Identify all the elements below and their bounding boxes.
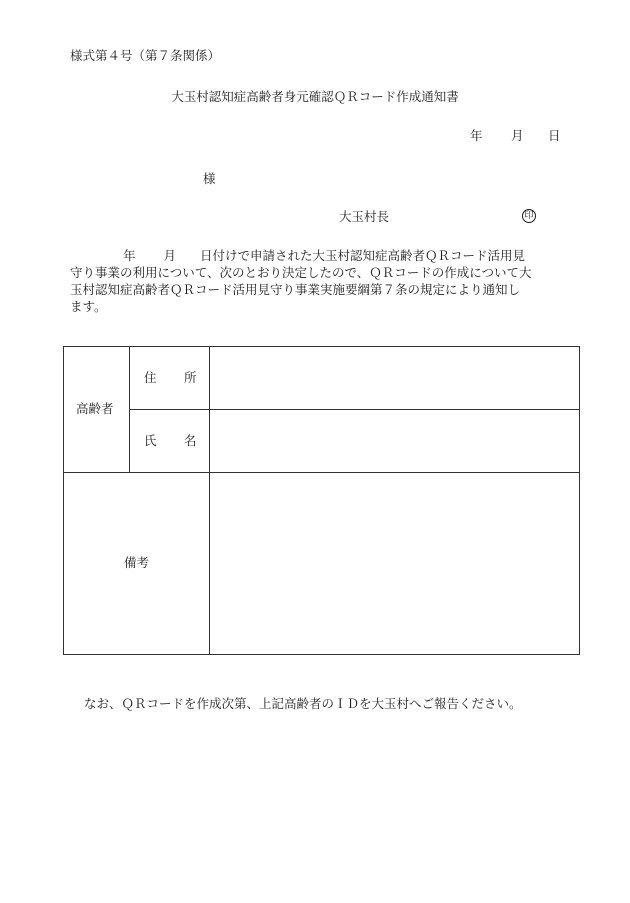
address-label-part-1: 住 xyxy=(144,370,157,385)
issuer-name: 大玉村長 xyxy=(339,209,390,224)
table-divider xyxy=(129,409,579,410)
seal-mark: 印 xyxy=(522,209,536,223)
body-year-label: 年 xyxy=(123,248,136,263)
remarks-label: 備考 xyxy=(124,555,150,570)
address-value-field[interactable] xyxy=(214,351,574,405)
body-paragraph xyxy=(70,247,565,315)
name-label-part-1: 氏 xyxy=(144,433,157,448)
footer-note: なお、ＱＲコードを作成次第、上記高齢者のＩＤを大玉村へご報告ください。 xyxy=(84,696,522,711)
recipient-info-table xyxy=(63,346,580,655)
body-line-2: 守り事業の利用について、次のとおり決定したので、ＱＲコードの作成について大 xyxy=(70,265,532,280)
body-line-1 xyxy=(70,247,565,264)
name-value-field[interactable] xyxy=(214,414,574,468)
elderly-group-label: 高齢者 xyxy=(76,401,114,416)
body-line-3: 玉村認知症高齢者ＱＲコード活用見守り事業実施要綱第７条の規定により通知し xyxy=(70,282,521,297)
table-divider xyxy=(209,347,210,654)
date-month-label: 月 xyxy=(511,128,524,143)
name-label-part-2: 名 xyxy=(184,433,197,448)
table-divider xyxy=(64,472,579,473)
body-line-4: ます。 xyxy=(70,299,107,314)
body-month-label: 月 xyxy=(163,248,177,263)
address-label-part-2: 所 xyxy=(184,370,197,385)
addressee-suffix: 様 xyxy=(203,171,216,186)
body-line-1-text: 日付けで申請された大玉村認知症高齢者ＱＲコード活用見 xyxy=(200,248,526,263)
document-title: 大玉村認知症高齢者身元確認ＱＲコード作成通知書 xyxy=(171,89,459,104)
form-number: 様式第４号（第７条関係） xyxy=(70,48,221,63)
date-year-label: 年 xyxy=(470,128,483,143)
remarks-value-field[interactable] xyxy=(214,477,574,649)
date-day-label: 日 xyxy=(548,128,561,143)
